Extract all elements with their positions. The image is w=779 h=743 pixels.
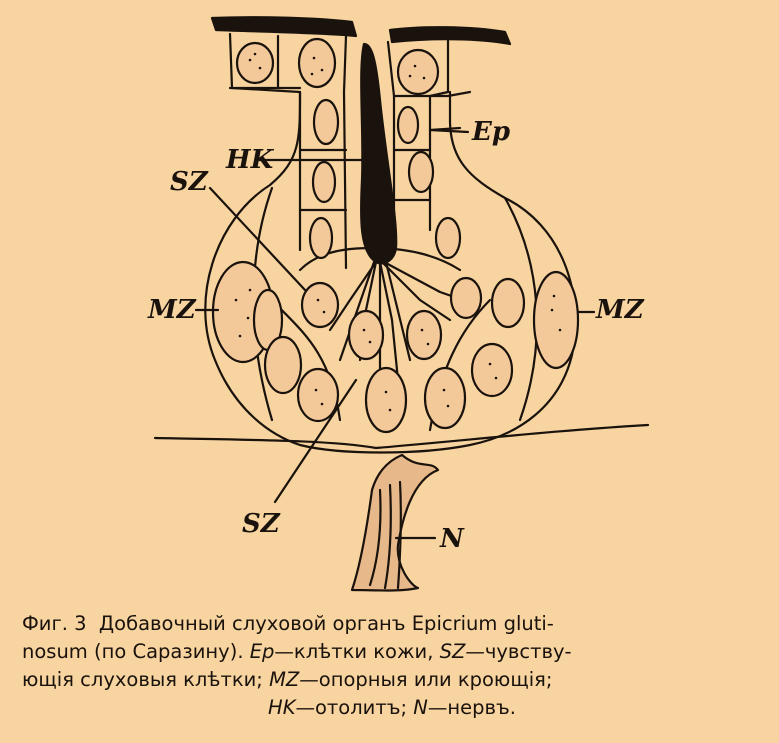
caption-abbr: SZ <box>439 640 466 663</box>
support-cell <box>534 272 578 368</box>
caption-text: —опорныя или кроющія; <box>299 668 553 691</box>
caption-text: —чувству- <box>465 640 572 663</box>
sensory-cell <box>349 311 383 359</box>
caption-abbr: HK <box>268 696 296 719</box>
sensory-cell <box>366 368 406 432</box>
basement-line <box>155 425 648 448</box>
label-mz-left: MZ <box>148 295 196 325</box>
sensory-cell <box>425 368 465 428</box>
caption-title: Добавочный слуховой органъ Epicrium gluti- <box>98 612 554 635</box>
caption-abbr: Ep <box>249 640 275 663</box>
sensory-cell <box>451 278 481 318</box>
label-n: N <box>440 524 464 554</box>
sensory-cell <box>302 283 338 327</box>
figure-caption <box>22 610 762 722</box>
caption-line-3 <box>22 666 762 694</box>
caption-abbr: MZ <box>269 668 300 691</box>
sensory-cell <box>407 311 441 359</box>
skin-surface-left <box>212 17 356 36</box>
caption-line-1 <box>22 610 762 638</box>
caption-figure-number: Фиг. 3 <box>22 612 87 635</box>
caption-text: nosum (по Саразину). <box>22 640 250 663</box>
support-cell <box>492 279 524 327</box>
label-hk: HK <box>226 145 274 175</box>
leader-ep <box>430 130 468 132</box>
caption-line-4 <box>22 694 762 722</box>
label-sz-lower: SZ <box>242 509 280 539</box>
nerve <box>352 455 438 591</box>
caption-text: —клѣтки кожи, <box>274 640 440 663</box>
support-cell <box>265 337 301 393</box>
caption-line-2 <box>22 638 762 666</box>
caption-text: —отолитъ; <box>295 696 414 719</box>
sensory-cell <box>298 369 338 421</box>
label-sz-upper: SZ <box>170 167 208 197</box>
label-ep: Ep <box>472 117 510 147</box>
label-mz-right: MZ <box>596 295 644 325</box>
caption-text: ющія слуховыя клѣтки; <box>22 668 270 691</box>
skin-surface-right <box>390 27 510 44</box>
caption-text: —нервъ. <box>427 696 516 719</box>
caption-abbr: N <box>413 696 428 719</box>
sensory-cell <box>472 344 512 396</box>
